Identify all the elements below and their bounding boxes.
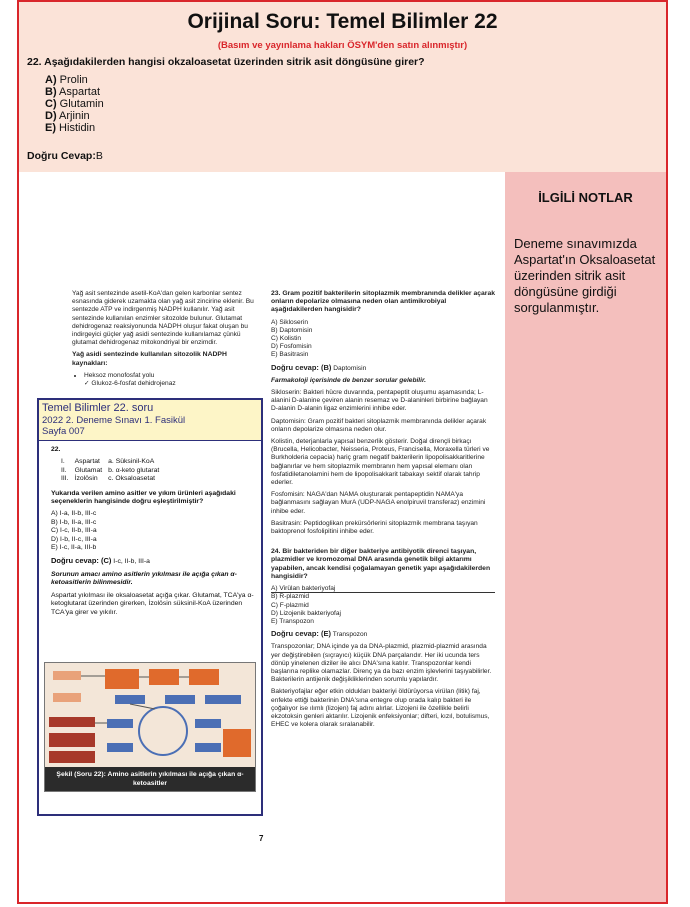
source-answer: Doğru cevap: (C) I-c, II-b, III-a [51,556,150,566]
q24-option-b: B) R-plazmid [271,593,310,601]
left-paragraph-2: Yağ asidi sentezinde kullanılan sitozolik NADPH kaynakları: [72,351,227,367]
diagram-box [149,669,179,685]
choice-e: E) I-c, II-a, III-b [51,544,97,552]
diagram-box [49,733,95,747]
q24-option-a: A) Virülan bakteriyofaj [271,585,336,593]
diagram-box [49,717,95,727]
note-basitrasin: Basitrasin: Peptidoglikan prekürsörlerini sitoplazmik membrana taşıyan baktoprenol fosfolipitini inhibe eder. [271,519,478,536]
notes-title: İLGİLİ NOTLAR [538,190,633,205]
diagram-box [107,743,133,752]
table-row: I. Aspartat a. Süksinil-KoA [61,458,155,466]
correct-answer: Doğru Cevap:B [27,150,103,162]
q23-option-e: E) Basitrasin [271,351,309,359]
question-text: 22. Aşağıdakilerden hangisi okzaloasetat üzerinden sitrik asit döngüsüne girer? [27,56,425,68]
left-bullets [72,372,258,388]
option-c: C) Glutamin [45,98,104,110]
choice-c: C) I-c, II-b, III-a [51,527,97,535]
page-title: Orijinal Soru: Temel Bilimler 22 [187,10,498,33]
diagram-box [53,671,81,680]
question-23: 23. Gram pozitif bakterilerin sitoplazmik membranında delikler açarak onların depolarize olmasına neden olan antimikrobiyal aşağıdakilerden hangisidir? [271,290,496,314]
table-row: III. İzolösin c. Oksaloasetat [61,475,155,483]
question-header [19,2,666,172]
copyright-note: (Basım ve yayınlama hakları ÖSYM'den satın alınmıştır) [217,40,468,51]
diagram-box [115,695,145,704]
note-daptomisin: Daptomisin: Gram pozitif bakteri sitoplazmik membranında delikler açarak onların depolarize olmasına neden olur. [271,417,487,433]
option-d: D) Arjinin [45,110,90,122]
note-kolistin: Kolistin, deterjanlarla yapısal benzerlik gösterir. Doğal dirençli birkaçı (Brucella, Helicobacter, Neisseria, Proteus, Francisella, Moraxella türleri ve Burkholderia cepacia) hariç gram negatif bakterilerin lipopolisakkaritlerine bağlanırlar ve hem sitoplazmik membranın hem yapısal elemanı olan fosfatidiletanolamini hem de lipopolisakkarit tabakayı sektif olarak tahrip ederler. [271,438,490,487]
source-exam: 2022 2. Deneme Sınavı 1. Fasikül [42,415,186,426]
choice-d: D) I-b, II-c, III-a [51,535,97,543]
left-paragraph-1: Yağ asit sentezinde asetil-KoA'dan gelen karbonlar sentez esnasında giderek uzamakta olan yağ asit zincirine eklenir. Bu sentezde ATP ve indirgenmiş NADPH kullanılır. Yağ asit sentezinde kullanılan enzimler sitozolde bulunur. Glutamat dehidrogenaz reaksiyonunda NADPH oluşur fakat oluşan bu indirgeyici güçler yağ asidi sentezinde kullanılamaz çünkü glutamat dehidrogenaz mitokondriyal bir enzimdir. [72,290,254,347]
source-stem: Yukarıda verilen amino asitler ve yıkım ürünleri aşağıdaki seçeneklerin hangisinde doğru eşleştirilmiştir? [51,489,236,506]
diagram-box [49,751,95,763]
page-number: 7 [259,834,264,843]
notes-text: Deneme sınavımızda Aspartat'ın Oksaloasetat üzerinden sitrik asit döngüsüne girdiği sorgulanmıştır. [514,236,656,315]
option-a: A) Prolin [45,74,88,86]
q23-option-b: B) Daptomisin [271,326,313,334]
source-body [51,446,256,621]
answer-23: Doğru cevap: (B) Daptomisin [271,362,367,372]
option-e: E) Histidin [45,122,96,134]
source-title: Temel Bilimler 22. soru [42,402,154,414]
diagram-box [107,719,133,728]
left-bullet-2: ✓ Glukoz-6-fosfat dehidrojenaz [84,380,176,388]
source-page: Sayfa 007 [42,426,85,437]
diagram-box [189,669,219,685]
diagram-box [205,695,241,704]
question-24: 24. Bir bakteriden bir diğer bakteriye antibiyotik direnci taşıyan, plazmidler ve kromozomal DNA arasında genetik bilgi aktarımı yapabilen, ancak kendisi çoğalamayan genetik yapı aşağıdakilerden hangisidir? [271,548,491,580]
related-notes-panel [505,172,666,902]
note-similar: Farmakoloji içerisinde de benzer sorular gelebilir. [271,376,427,384]
note-fosfomisin: Fosfomisin: NAGA'dan NAMA oluşturarak pentapeptidin NAMA'ya bağlanmasını sağlayan MurA (UDP-NAGA enolpiruvil transferaz) enzimini inhibe eder. [271,491,486,515]
figure-caption: Şekil (Soru 22): Amino asitlerin yıkılması ile açığa çıkan α-ketoasitler [45,767,255,791]
table-row: II. Glutamat b. α-keto glutarat [61,466,160,474]
choice-a: A) I-a, II-b, III-c [51,510,97,518]
note-transpozon: Transpozonlar; DNA içinde ya da DNA-plazmid, plazmid-plazmid arasında yer değiştirebilen (sıçrayıcı) küçük DNA parçalarıdır. Her iki ucunda ters dönüp yinelenen diziler ile alıcı DNA'sına katılır. Transpozonlar kendi başlarına replike olamazlar. Direnç ya da bazı enzim işlevlerini taşıyabilirler. Bakterilerin antijenik değişikliklerinden sorumlu yapılardır. [271,643,492,684]
q24-option-d: D) Lizojenik bakteriyofaj [271,609,341,617]
options-list [45,74,104,134]
diagram-box [105,669,139,689]
choice-b: B) I-b, II-a, III-c [51,518,97,526]
answer-24: Doğru cevap: (E) Transpozon [271,629,368,639]
source-question-box [37,398,263,816]
pathway-diagram [45,663,255,767]
diagram-box [53,693,81,702]
q23-option-c: C) Kolistin [271,335,302,343]
divider-line [271,592,495,593]
source-explain: Aspartat yıkılması ile oksaloasetat açığa çıkar. Glutamat, TCA'ya α-ketoglutarat üzerinden girerken, İzolösin süksinil-KoA üzerinden TCA'ya girer ve yıkılır. [51,591,254,616]
source-reason: Sorunun amacı amino asitlerin yıkılması ile açığa çıkan α-ketoasitlerin bilinmesidir. [51,570,237,587]
diagram-box [195,719,221,728]
q23-option-d: D) Fosfomisin [271,343,312,351]
right-column [271,290,495,733]
left-bullet-1: • Heksoz monofosfat yolu [84,372,258,380]
q24-option-c: C) F-plazmid [271,601,309,609]
q24-option-e: E) Transpozon [271,617,314,625]
diagram-box [165,695,195,704]
source-header [39,400,261,441]
diagram-box [223,729,251,757]
pathway-figure [44,662,256,792]
note-bakteriyofaj: Bakteriyofajlar eğer etkin oldukları bakteriyi öldürüyorsa virülan (litik) faj, enfekte ettiği bakterinin DNA'sına entegre olup orada kalıp bakteri ile çoğalıyor ise ılımlı (lizojen) faj adını alırlar. Lizojeni ile özellikle belirli ekzotoksin genleri aktarılır. Lizojenik enfeksiyonlar; difteri, kızıl, botulismus, EHEC ve kolera olarak sıralanabilir. [271,688,490,729]
note-sikloserin: Sikloserin: Bakteri hücre duvarında, pentapeptit oluşumu aşamasında; L-alanini D-alanine çeviren alanin resemaz ve D-alaninleri birbirine bağlayan D-alanin D-alanin ligaz enzimlerini inhibe eder. [271,389,488,413]
source-qnum: 22. [51,446,61,453]
q23-option-a: A) Sikloserin [271,318,309,326]
option-b: B) Aspartat [45,86,101,98]
diagram-box [195,743,221,752]
match-table [61,458,165,483]
left-column [72,290,258,391]
